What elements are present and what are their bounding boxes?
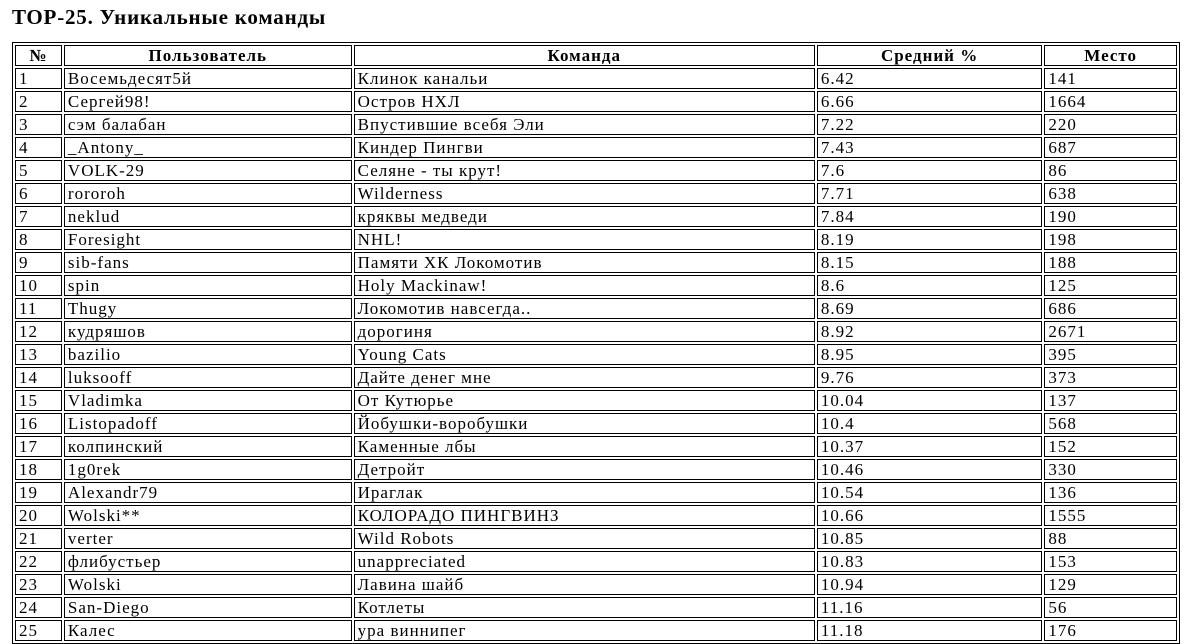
cell-number: 9 [15,252,62,273]
cell-user: spin [64,275,352,296]
cell-number: 18 [15,459,62,480]
cell-number: 15 [15,390,62,411]
cell-number: 14 [15,367,62,388]
cell-average-percent: 10.4 [817,413,1042,434]
table-row [15,275,1177,296]
cell-place: 56 [1044,597,1177,618]
cell-user: rororoh [64,183,352,204]
cell-user: Alexandr79 [64,482,352,503]
cell-user: _Antony_ [64,137,352,158]
table-row [15,436,1177,457]
cell-average-percent: 7.22 [817,114,1042,135]
cell-number: 12 [15,321,62,342]
cell-average-percent: 8.95 [817,344,1042,365]
cell-place: 188 [1044,252,1177,273]
cell-user: Сергей98! [64,91,352,112]
cell-team: Киндер Пингви [354,137,815,158]
cell-number: 7 [15,206,62,227]
cell-average-percent: 10.83 [817,551,1042,572]
cell-average-percent: 10.46 [817,459,1042,480]
ranking-table [12,42,1180,644]
cell-average-percent: 11.16 [817,597,1042,618]
cell-team: КОЛОРАДО ПИНГВИНЗ [354,505,815,526]
table-row [15,252,1177,273]
cell-number: 24 [15,597,62,618]
cell-user: luksooff [64,367,352,388]
cell-place: 137 [1044,390,1177,411]
cell-team: unappreciated [354,551,815,572]
table-row [15,528,1177,549]
cell-average-percent: 7.43 [817,137,1042,158]
cell-team: Локомотив навсегда.. [354,298,815,319]
cell-place: 686 [1044,298,1177,319]
cell-team: Дайте денег мне [354,367,815,388]
cell-place: 129 [1044,574,1177,595]
cell-average-percent: 8.69 [817,298,1042,319]
column-header-average-percent: Средний % [817,45,1042,66]
cell-team: Селяне - ты крут! [354,160,815,181]
cell-team: Wild Robots [354,528,815,549]
page-title: TOP-25. Уникальные команды [12,5,327,29]
cell-number: 1 [15,68,62,89]
cell-place: 86 [1044,160,1177,181]
table-row [15,413,1177,434]
cell-user: sib-fans [64,252,352,273]
cell-number: 10 [15,275,62,296]
cell-place: 220 [1044,114,1177,135]
cell-place: 190 [1044,206,1177,227]
cell-user: VOLK-29 [64,160,352,181]
cell-team: Впустившие всебя Эли [354,114,815,135]
cell-place: 88 [1044,528,1177,549]
cell-team: Остров НХЛ [354,91,815,112]
cell-average-percent: 11.18 [817,620,1042,641]
table-row [15,390,1177,411]
column-header-team: Команда [354,45,815,66]
cell-place: 198 [1044,229,1177,250]
table-row [15,597,1177,618]
cell-user: флибустьер [64,551,352,572]
cell-user: 1g0rek [64,459,352,480]
cell-user: Foresight [64,229,352,250]
cell-user: Thugy [64,298,352,319]
cell-average-percent: 10.54 [817,482,1042,503]
cell-team: Wilderness [354,183,815,204]
cell-average-percent: 10.04 [817,390,1042,411]
cell-user: San-Diego [64,597,352,618]
cell-number: 8 [15,229,62,250]
cell-average-percent: 10.66 [817,505,1042,526]
cell-average-percent: 8.15 [817,252,1042,273]
table-row [15,183,1177,204]
cell-average-percent: 8.19 [817,229,1042,250]
cell-number: 6 [15,183,62,204]
cell-average-percent: 10.85 [817,528,1042,549]
cell-place: 373 [1044,367,1177,388]
cell-place: 638 [1044,183,1177,204]
cell-team: Holy Mackinaw! [354,275,815,296]
cell-average-percent: 7.6 [817,160,1042,181]
cell-average-percent: 8.92 [817,321,1042,342]
cell-place: 136 [1044,482,1177,503]
cell-number: 20 [15,505,62,526]
column-header-user: Пользователь [64,45,352,66]
cell-team: Йобушки-воробушки [354,413,815,434]
cell-team: Ираглак [354,482,815,503]
cell-number: 4 [15,137,62,158]
cell-team: От Кутюрье [354,390,815,411]
cell-team: ура виннипег [354,620,815,641]
cell-user: Калес [64,620,352,641]
cell-average-percent: 6.66 [817,91,1042,112]
cell-place: 125 [1044,275,1177,296]
ranking-table-container [12,42,1180,644]
cell-place: 395 [1044,344,1177,365]
cell-user: Wolski** [64,505,352,526]
cell-place: 687 [1044,137,1177,158]
cell-team: Котлеты [354,597,815,618]
table-row [15,206,1177,227]
table-row [15,298,1177,319]
table-row [15,91,1177,112]
cell-place: 568 [1044,413,1177,434]
cell-number: 17 [15,436,62,457]
cell-number: 3 [15,114,62,135]
cell-place: 153 [1044,551,1177,572]
cell-team: Каменные лбы [354,436,815,457]
cell-user: Vladimka [64,390,352,411]
cell-place: 1664 [1044,91,1177,112]
cell-user: Listopadoff [64,413,352,434]
cell-place: 152 [1044,436,1177,457]
cell-team: Клинок канальи [354,68,815,89]
cell-number: 22 [15,551,62,572]
table-row [15,574,1177,595]
cell-user: колпинский [64,436,352,457]
cell-number: 25 [15,620,62,641]
cell-user: Wolski [64,574,352,595]
cell-user: кудряшов [64,321,352,342]
cell-number: 11 [15,298,62,319]
table-row [15,367,1177,388]
cell-team: Памяти ХК Локомотив [354,252,815,273]
table-row [15,482,1177,503]
cell-place: 1555 [1044,505,1177,526]
cell-number: 13 [15,344,62,365]
cell-user: Восемьдесят5й [64,68,352,89]
cell-team: Детройт [354,459,815,480]
table-row [15,620,1177,641]
table-row [15,551,1177,572]
cell-average-percent: 10.37 [817,436,1042,457]
table-row [15,321,1177,342]
table-row [15,505,1177,526]
cell-team: дорогиня [354,321,815,342]
cell-number: 19 [15,482,62,503]
cell-user: neklud [64,206,352,227]
column-header-place: Место [1044,45,1177,66]
cell-number: 21 [15,528,62,549]
table-row [15,459,1177,480]
table-body [15,68,1177,641]
cell-number: 23 [15,574,62,595]
table-row [15,137,1177,158]
cell-place: 141 [1044,68,1177,89]
table-row [15,114,1177,135]
cell-average-percent: 7.84 [817,206,1042,227]
cell-team: Young Cats [354,344,815,365]
cell-place: 330 [1044,459,1177,480]
cell-number: 2 [15,91,62,112]
cell-user: verter [64,528,352,549]
cell-average-percent: 10.94 [817,574,1042,595]
cell-place: 176 [1044,620,1177,641]
table-row [15,229,1177,250]
cell-number: 16 [15,413,62,434]
cell-number: 5 [15,160,62,181]
table-header-row [15,45,1177,66]
table-row [15,160,1177,181]
cell-team: кряквы медведи [354,206,815,227]
column-header-number: № [15,45,62,66]
cell-team: Лавина шайб [354,574,815,595]
cell-average-percent: 8.6 [817,275,1042,296]
cell-average-percent: 9.76 [817,367,1042,388]
cell-average-percent: 6.42 [817,68,1042,89]
cell-average-percent: 7.71 [817,183,1042,204]
table-row [15,344,1177,365]
cell-place: 2671 [1044,321,1177,342]
cell-team: NHL! [354,229,815,250]
cell-user: bazilio [64,344,352,365]
table-row [15,68,1177,89]
cell-user: сэм балабан [64,114,352,135]
